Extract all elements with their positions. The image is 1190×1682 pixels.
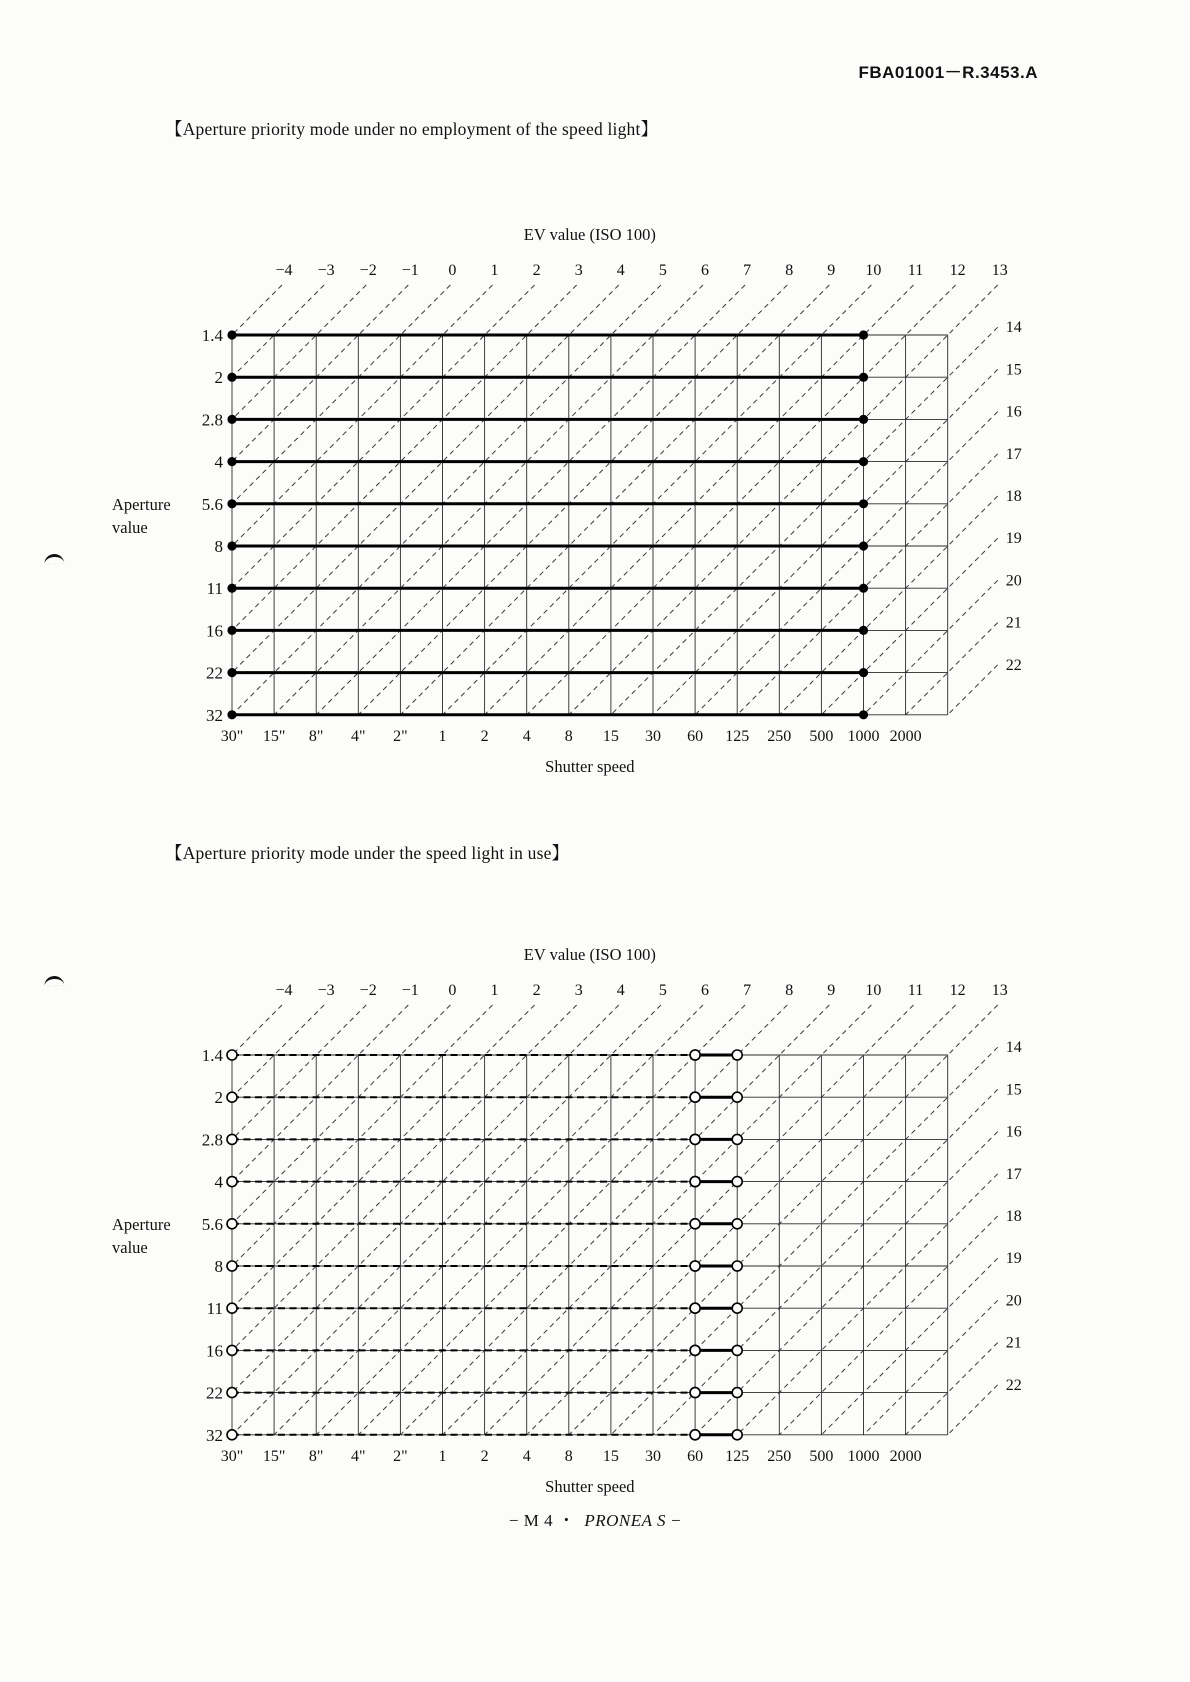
shutter-tick-label: 4" (351, 1447, 366, 1465)
ev-diagonal (821, 538, 997, 715)
y-axis-title-line2: value (112, 1237, 148, 1257)
ev-diagonal (232, 285, 619, 673)
ev-diagonal (527, 285, 956, 715)
ev-top-label: −4 (275, 262, 293, 279)
shutter-tick-label: 8 (564, 727, 573, 745)
shutter-tick-label: 30 (645, 727, 661, 745)
y-axis-title-line1: Aperture (112, 494, 171, 514)
shutter-tick-label: 30" (220, 727, 244, 745)
footer-model-name: PRONEA S (584, 1511, 666, 1530)
endpoint-dot (227, 499, 236, 508)
endpoint-circle (732, 1092, 742, 1102)
ev-top-label: 8 (785, 982, 794, 999)
ev-top-label: 4 (616, 982, 625, 999)
ev-diagonal (443, 285, 872, 715)
endpoint-dot (227, 626, 236, 635)
ev-diagonal (316, 285, 745, 715)
shutter-tick-label: 60 (687, 1447, 704, 1465)
endpoint-dot (859, 457, 868, 466)
ev-right-label: 19 (1005, 1250, 1022, 1268)
document-code: FBA01001－R.3453.A (858, 63, 1038, 82)
ev-diagonal (232, 1005, 661, 1435)
shutter-tick-label: 2 (480, 1447, 489, 1465)
shutter-tick-label: 60 (687, 727, 704, 745)
endpoint-circle (732, 1050, 742, 1060)
ev-right-label: 16 (1005, 403, 1022, 421)
footer-prefix: − M 4 ・ (508, 1511, 576, 1530)
shutter-tick-label: 8 (564, 1447, 573, 1465)
ev-top-label: 6 (701, 262, 709, 279)
ev-diagonal (569, 1005, 998, 1435)
shutter-tick-label: 2000 (889, 727, 922, 745)
endpoint-circle (690, 1050, 700, 1060)
endpoint-circle (690, 1092, 700, 1102)
ev-top-label: 6 (701, 982, 709, 999)
ev-top-label: 2 (532, 982, 541, 999)
aperture-tick-label: 2 (214, 368, 223, 388)
ev-right-label: 21 (1005, 614, 1022, 632)
aperture-tick-label: 4 (214, 452, 223, 472)
shutter-tick-label: 125 (725, 727, 750, 745)
ev-diagonal (232, 285, 535, 588)
ev-diagonal (232, 285, 493, 546)
endpoint-circle (732, 1388, 742, 1398)
shutter-tick-label: 1000 (847, 727, 880, 745)
endpoint-circle (732, 1430, 742, 1440)
aperture-tick-label: 1.4 (201, 326, 223, 345)
ev-top-label: −1 (401, 982, 419, 999)
shutter-tick-label: 15 (602, 727, 619, 745)
ev-top-label: −4 (275, 982, 293, 999)
endpoint-dot (859, 373, 868, 382)
endpoint-dot (859, 710, 868, 719)
ev-top-label: 7 (743, 982, 752, 999)
aperture-tick-label: 22 (206, 663, 223, 683)
ev-right-label: 15 (1005, 1081, 1022, 1099)
ev-diagonal (737, 1174, 998, 1435)
endpoint-dot (859, 415, 868, 424)
ev-top-label: 10 (865, 982, 882, 999)
ev-diagonal (232, 1005, 450, 1224)
chart2-title: 【Aperture priority mode under the speed light in use】 (165, 843, 570, 863)
endpoint-circle (690, 1345, 700, 1355)
ev-top-label: −3 (317, 982, 335, 999)
ev-right-label: 14 (1005, 1039, 1022, 1057)
ev-top-label: 9 (827, 262, 836, 279)
x-axis-title: Shutter speed (545, 756, 635, 776)
ev-diagonal (611, 327, 998, 715)
ev-diagonal (232, 285, 324, 377)
y-axis-title-line2: value (112, 517, 148, 537)
ev-right-label: 22 (1005, 1376, 1022, 1394)
shutter-tick-label: 8" (308, 1447, 324, 1465)
chart1-title: 【Aperture priority mode under no employment of the speed light】 (165, 119, 659, 139)
ev-diagonal (232, 1005, 619, 1393)
ev-right-label: 20 (1005, 572, 1022, 590)
endpoint-circle (227, 1050, 237, 1060)
endpoint-dot (227, 415, 236, 424)
ev-top-label: 4 (616, 262, 625, 279)
ev-axis-title: EV value (ISO 100) (523, 945, 656, 964)
footer-suffix: − (670, 1511, 682, 1530)
endpoint-dot (227, 710, 236, 719)
ev-diagonal (232, 1005, 408, 1182)
ev-diagonal (906, 623, 998, 715)
endpoint-circle (690, 1303, 700, 1313)
ev-diagonal (232, 1005, 282, 1055)
shutter-tick-label: 2" (393, 727, 408, 745)
ev-diagonal (906, 1343, 998, 1435)
ev-diagonal (274, 1005, 703, 1435)
endpoint-dot (859, 499, 868, 508)
endpoint-circle (732, 1134, 742, 1144)
ev-diagonal (358, 1005, 787, 1435)
shutter-tick-label: 1 (438, 727, 447, 745)
endpoint-circle (227, 1092, 237, 1102)
shutter-tick-label: 15" (262, 727, 286, 745)
ev-diagonal (653, 1089, 998, 1434)
endpoint-circle (732, 1303, 742, 1313)
ev-top-label: −2 (359, 982, 377, 999)
ev-top-label: 11 (907, 982, 924, 999)
endpoint-circle (227, 1303, 237, 1313)
endpoint-circle (690, 1177, 700, 1187)
ev-right-label: 18 (1005, 1208, 1022, 1225)
aperture-tick-label: 2.8 (201, 410, 223, 430)
ev-diagonal (443, 1005, 872, 1435)
ev-right-label: 15 (1005, 361, 1022, 379)
endpoint-dot (227, 668, 236, 677)
page-footer (0, 1506, 1190, 1531)
chart-2 (112, 945, 1022, 1496)
ev-top-label: 12 (949, 262, 966, 279)
aperture-tick-label: 8 (214, 537, 223, 556)
shutter-tick-label: 4" (351, 727, 366, 745)
endpoint-dot (859, 584, 868, 593)
endpoint-dot (859, 668, 868, 677)
ev-top-label: −2 (359, 262, 377, 279)
endpoint-circle (690, 1219, 700, 1229)
endpoint-dot (859, 541, 868, 550)
shutter-tick-label: 30 (645, 1447, 661, 1465)
ev-diagonal (779, 496, 997, 715)
aperture-tick-label: 32 (206, 705, 223, 725)
ev-diagonal (948, 1385, 998, 1435)
endpoint-circle (227, 1388, 237, 1398)
ev-top-label: 1 (490, 262, 499, 279)
ev-top-label: 9 (827, 982, 836, 999)
ev-axis-title: EV value (ISO 100) (523, 225, 656, 244)
endpoint-circle (732, 1177, 742, 1187)
shutter-tick-label: 4 (522, 1447, 531, 1465)
ev-right-label: 22 (1005, 656, 1022, 674)
ev-top-label: 0 (448, 982, 457, 999)
shutter-tick-label: 250 (767, 1447, 792, 1465)
endpoint-circle (227, 1219, 237, 1229)
aperture-tick-label: 5.6 (201, 1214, 223, 1234)
ev-diagonal (695, 412, 998, 715)
ev-top-label: 0 (448, 262, 457, 279)
shutter-tick-label: 30" (220, 1447, 244, 1465)
shutter-tick-label: 1 (438, 1447, 447, 1465)
ev-top-label: 13 (991, 262, 1008, 279)
shutter-tick-label: 1000 (847, 1447, 880, 1465)
aperture-tick-label: 11 (206, 579, 223, 599)
aperture-tick-label: 32 (206, 1425, 223, 1445)
ev-diagonal (653, 369, 998, 714)
ev-diagonal (232, 1005, 535, 1308)
ev-diagonal (737, 454, 998, 715)
ev-diagonal (232, 285, 282, 335)
endpoint-circle (732, 1219, 742, 1229)
ev-diagonal (400, 1005, 829, 1435)
aperture-tick-label: 1.4 (201, 1046, 223, 1065)
ev-diagonal (232, 1005, 577, 1350)
ev-diagonal (821, 1258, 997, 1435)
ev-diagonal (232, 285, 450, 504)
ev-top-label: 5 (658, 982, 667, 999)
y-axis-title-line1: Aperture (112, 1214, 171, 1234)
ev-top-label: 7 (743, 262, 752, 279)
aperture-tick-label: 2 (214, 1088, 223, 1108)
ev-right-label: 17 (1005, 445, 1022, 463)
ev-diagonal (485, 285, 914, 715)
endpoint-dot (227, 330, 236, 339)
shutter-tick-label: 500 (809, 727, 834, 745)
ev-diagonal (316, 1005, 745, 1435)
ev-top-label: 8 (785, 262, 794, 279)
ev-diagonal (358, 285, 787, 715)
aperture-tick-label: 8 (214, 1257, 223, 1276)
ev-diagonal (232, 1005, 493, 1266)
ev-top-label: 1 (490, 982, 499, 999)
ev-top-label: 11 (907, 262, 924, 279)
endpoint-circle (227, 1345, 237, 1355)
shutter-tick-label: 2" (393, 1447, 408, 1465)
endpoint-circle (732, 1345, 742, 1355)
aperture-tick-label: 2.8 (201, 1130, 223, 1150)
ev-diagonal (864, 1300, 998, 1434)
ev-diagonal (232, 1005, 324, 1097)
ev-diagonal (864, 580, 998, 714)
ev-diagonal (569, 285, 998, 715)
ev-diagonal (232, 1005, 366, 1139)
aperture-tick-label: 16 (206, 1341, 223, 1361)
shutter-tick-label: 125 (725, 1447, 750, 1465)
ev-right-label: 20 (1005, 1292, 1022, 1310)
endpoint-circle (690, 1430, 700, 1440)
endpoint-dot (859, 330, 868, 339)
endpoint-circle (227, 1177, 237, 1187)
ev-diagonal (232, 285, 408, 462)
endpoint-circle (690, 1388, 700, 1398)
ev-top-label: 5 (658, 262, 667, 279)
shutter-tick-label: 15" (262, 1447, 286, 1465)
ev-top-label: −3 (317, 262, 335, 279)
endpoint-dot (227, 373, 236, 382)
shutter-tick-label: 500 (809, 1447, 834, 1465)
aperture-tick-label: 4 (214, 1172, 223, 1192)
ev-right-label: 18 (1005, 488, 1022, 505)
ev-diagonal (948, 665, 998, 715)
endpoint-circle (227, 1430, 237, 1440)
endpoint-circle (227, 1134, 237, 1144)
aperture-tick-label: 5.6 (201, 494, 223, 514)
ev-right-label: 19 (1005, 530, 1022, 548)
endpoint-dot (227, 457, 236, 466)
aperture-tick-label: 11 (206, 1299, 223, 1319)
ev-top-label: 12 (949, 982, 966, 999)
ev-diagonal (232, 285, 661, 715)
endpoint-circle (690, 1261, 700, 1271)
ev-top-label: 10 (865, 262, 882, 279)
ev-diagonal (232, 285, 577, 630)
ev-right-label: 17 (1005, 1165, 1022, 1183)
ev-right-label: 21 (1005, 1334, 1022, 1352)
shutter-tick-label: 15 (602, 1447, 619, 1465)
ev-top-label: 3 (574, 982, 583, 999)
shutter-tick-label: 4 (522, 727, 531, 745)
shutter-tick-label: 2 (480, 727, 489, 745)
ev-diagonal (232, 285, 366, 419)
ev-right-label: 14 (1005, 319, 1022, 337)
ev-diagonal (400, 285, 829, 715)
endpoint-circle (227, 1261, 237, 1271)
shutter-tick-label: 2000 (889, 1447, 922, 1465)
shutter-tick-label: 8" (308, 727, 324, 745)
endpoint-dot (227, 541, 236, 550)
ev-top-label: −1 (401, 262, 419, 279)
endpoint-dot (227, 584, 236, 593)
x-axis-title: Shutter speed (545, 1476, 635, 1496)
ev-diagonal (274, 285, 703, 715)
ev-top-label: 13 (991, 982, 1008, 999)
endpoint-circle (732, 1261, 742, 1271)
aperture-tick-label: 22 (206, 1383, 223, 1403)
endpoint-circle (690, 1134, 700, 1144)
ev-top-label: 3 (574, 262, 583, 279)
shutter-tick-label: 250 (767, 727, 792, 745)
ev-diagonal (779, 1216, 997, 1435)
ev-top-label: 2 (532, 262, 541, 279)
ev-right-label: 16 (1005, 1123, 1022, 1141)
endpoint-dot (859, 626, 868, 635)
aperture-tick-label: 16 (206, 621, 223, 641)
ev-diagonal (611, 1047, 998, 1435)
chart-1 (112, 225, 1022, 776)
